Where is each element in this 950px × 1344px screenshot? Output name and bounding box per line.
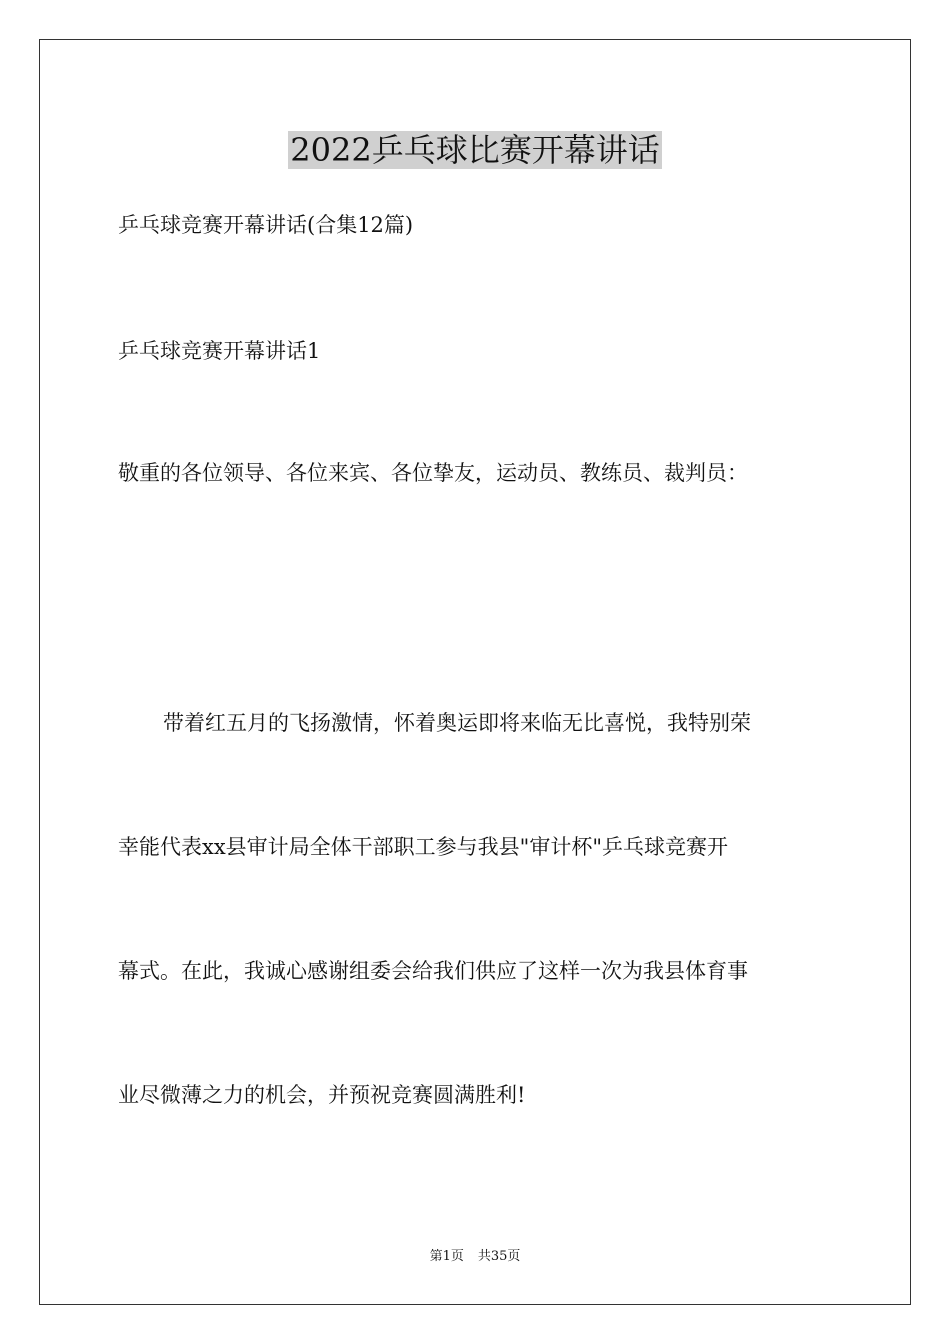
- body-line: 幕式。在此，我诚心感谢组委会给我们供应了这样一次为我县体育事: [118, 959, 748, 983]
- document-title: [0, 128, 950, 172]
- page-footer: [0, 1248, 950, 1266]
- page-total: 共35页: [477, 1249, 521, 1264]
- document-title-text: 2022乒乓球比赛开幕讲话: [290, 131, 660, 169]
- document-subtitle: 乒乓球竞赛开幕讲话(合集12篇): [118, 213, 414, 237]
- section-heading: 乒乓球竞赛开幕讲话1: [118, 339, 321, 363]
- body-line: 业尽微薄之力的机会，并预祝竞赛圆满胜利!: [118, 1083, 526, 1107]
- body-line: 幸能代表xx县审计局全体干部职工参与我县"审计杯"乒乓球竞赛开: [118, 835, 729, 859]
- body-line: 带着红五月的飞扬激情，怀着奥运即将来临无比喜悦，我特别荣: [163, 711, 751, 735]
- greeting-line: 敬重的各位领导、各位来宾、各位挚友，运动员、教练员、裁判员：: [118, 461, 748, 485]
- page-number: 第1页: [429, 1249, 464, 1264]
